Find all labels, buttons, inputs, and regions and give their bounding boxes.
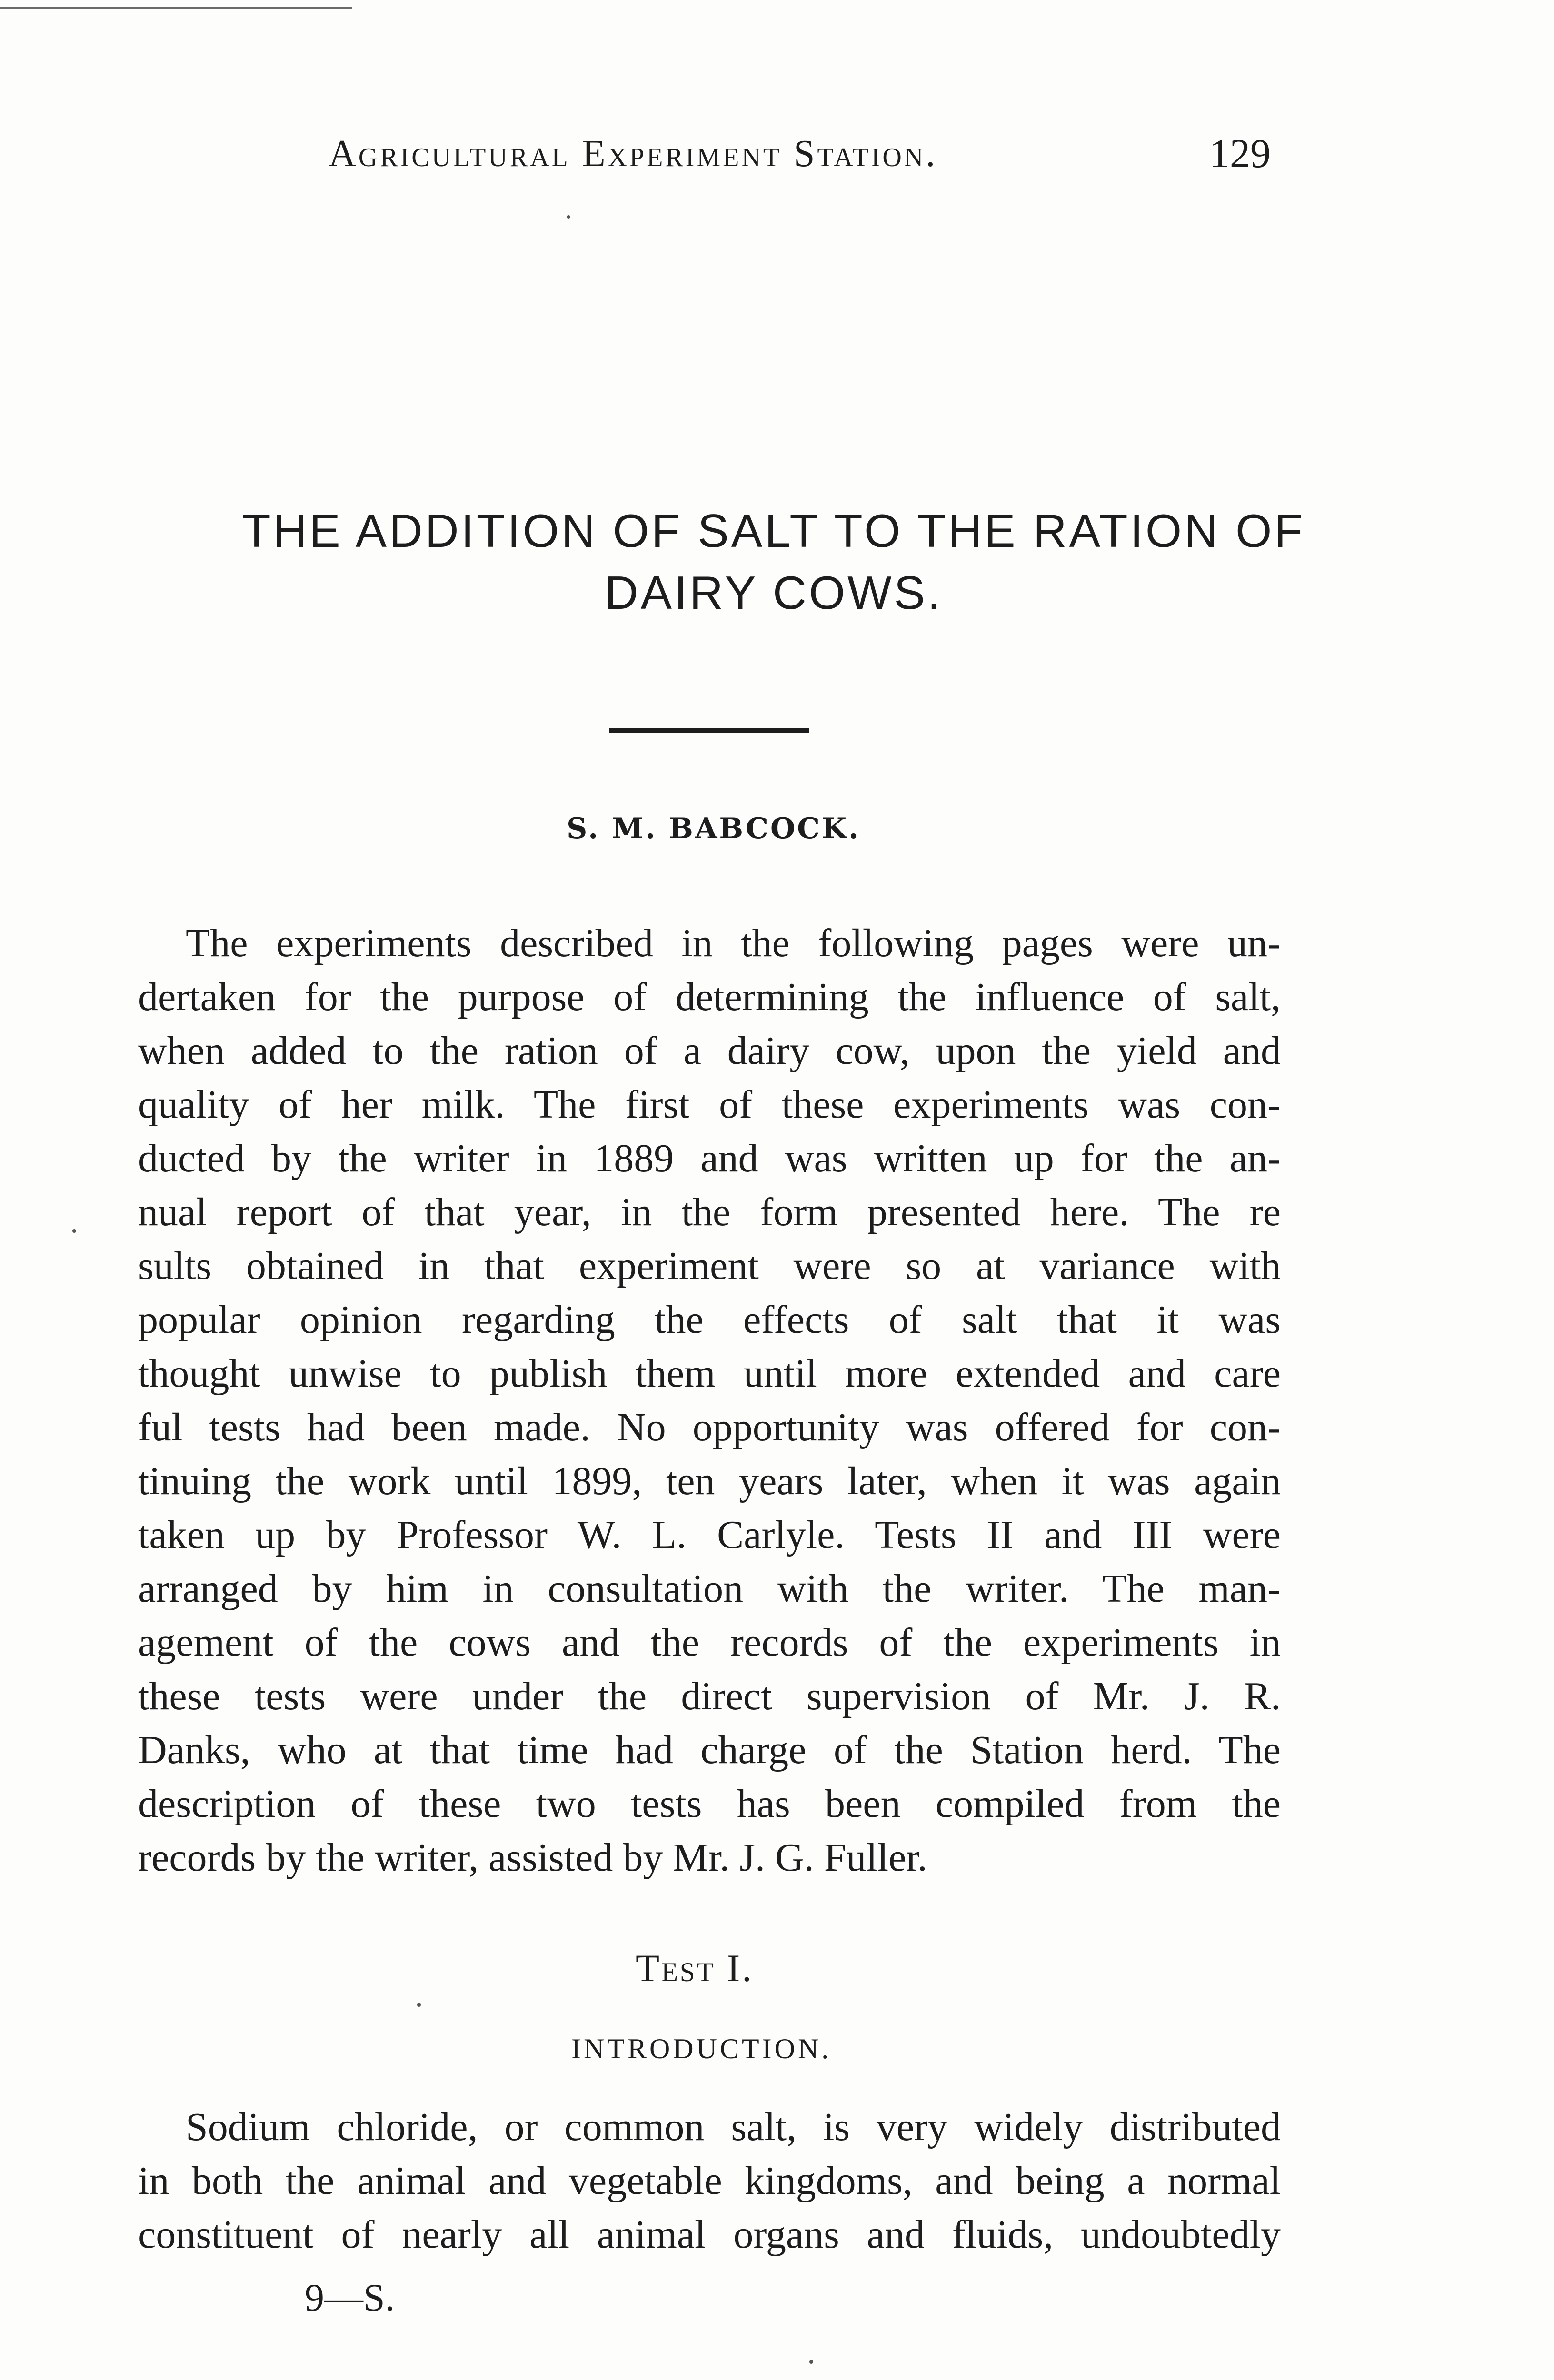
top-edge-rule (0, 7, 352, 9)
text-line: agement of the cows and the records of the experiments in (138, 1620, 1281, 1665)
paper-speck (809, 2360, 813, 2364)
page-number: 129 (1209, 130, 1271, 176)
article-title (119, 500, 1428, 624)
paper-speck (417, 2003, 421, 2007)
text-line: The experiments described in the following pages were un- (186, 921, 1281, 965)
text-line: thought unwise to publish them until more extended and care (138, 1351, 1281, 1396)
text-line: these tests were under the direct supervision of Mr. J. R. (138, 1674, 1281, 1718)
subsection-heading-introduction: INTRODUCTION. (571, 2033, 832, 2064)
paper-speck (72, 1229, 76, 1233)
text-line: description of these two tests has been compiled from the (138, 1782, 1281, 1826)
paragraph-introductory (138, 916, 1281, 1884)
text-line: Sodium chloride, or common salt, is very widely distributed (186, 2105, 1281, 2149)
text-line: nual report of that year, in the form presented here. The re (138, 1190, 1281, 1234)
text-line: quality of her milk. The first of these experiments was con- (138, 1082, 1281, 1127)
paper-speck (567, 215, 570, 219)
signature-mark: 9—S. (305, 2276, 395, 2319)
section-heading-test-i: Test I. (636, 1946, 754, 1990)
text-line: Danks, who at that time had charge of the Station herd. The (138, 1728, 1281, 1772)
text-line: ducted by the writer in 1889 and was written up for the an- (138, 1136, 1281, 1180)
text-line: sults obtained in that experiment were so at variance with (138, 1244, 1281, 1288)
text-line: arranged by him in consultation with the writer. The man- (138, 1567, 1281, 1611)
text-line: tinuing the work until 1899, ten years later, when it was again (138, 1459, 1281, 1503)
title-line-1: THE ADDITION OF SALT TO THE RATION OF (242, 505, 1305, 557)
author-name: S. M. BABCOCK. (567, 812, 861, 845)
text-line: when added to the ration of a dairy cow, upon the yield and (138, 1029, 1281, 1073)
text-line: ful tests had been made. No opportunity was offered for con- (138, 1405, 1281, 1449)
running-head: Agricultural Experiment Station. (329, 133, 938, 175)
text-line: records by the writer, assisted by Mr. J. G. Fuller. (138, 1835, 927, 1880)
text-line: constituent of nearly all animal organs and fluids, undoubtedly (138, 2212, 1281, 2257)
title-line-2: DAIRY COWS. (604, 566, 943, 619)
text-line: taken up by Professor W. L. Carlyle. Tests II and III were (138, 1513, 1281, 1557)
paragraph-introduction-body (138, 2100, 1281, 2261)
title-divider-rule (609, 728, 809, 733)
text-line: popular opinion regarding the effects of salt that it was (138, 1298, 1281, 1342)
text-line: dertaken for the purpose of determining the influence of salt, (138, 975, 1281, 1019)
text-line: in both the animal and vegetable kingdoms, and being a normal (138, 2159, 1281, 2203)
